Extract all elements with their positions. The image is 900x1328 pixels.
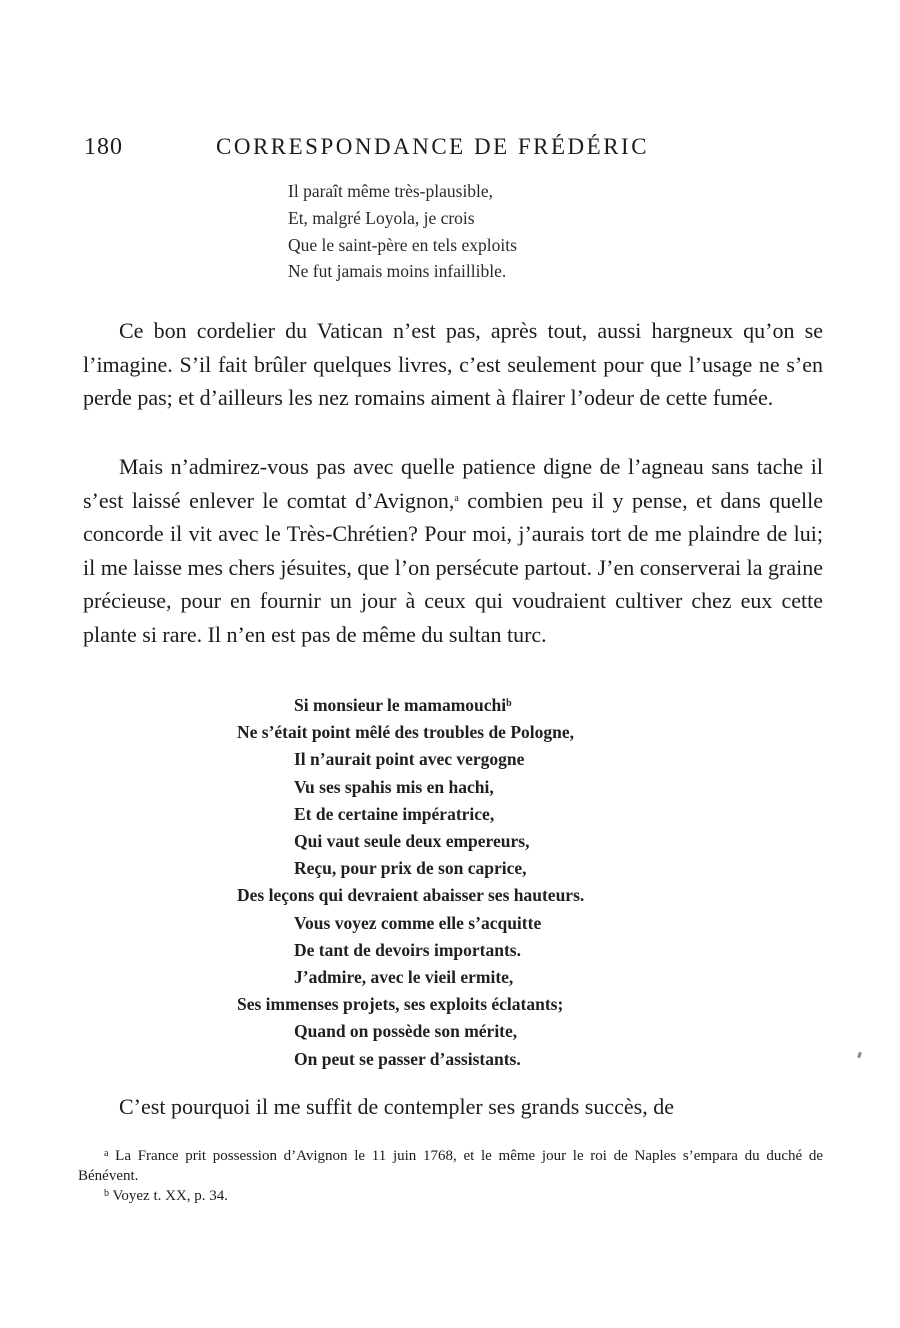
- verse-line: Ne fut jamais moins infaillible.: [288, 261, 507, 282]
- footnote-marker-b: b: [104, 1188, 109, 1199]
- footnote-ref-a[interactable]: a: [454, 492, 459, 504]
- paragraph-text-start: Mais n’admirez-vous pas avec quelle patience digne de l’agneau sans tache il s’est laissé enlever le comtat d’Avignon,: [83, 454, 823, 513]
- verse-line: Qui vaut seule deux empereurs,: [294, 831, 530, 852]
- paragraph-text: Ce bon cordelier du Vatican n’est pas, après tout, aussi hargneux qu’on se l’imagine. S’il fait brûler quelques livres, c’est seulement pour que l’usage ne s’en perde pas; et d’ailleurs les nez romains aiment à flairer l’odeur de cette fumée.: [83, 318, 823, 410]
- verse-line: Des leçons qui devraient abaisser ses hauteurs.: [237, 885, 585, 906]
- footnote-b-text: Voyez t. XX, p. 34.: [112, 1188, 229, 1204]
- footnote-a: [78, 1146, 823, 1186]
- footnotes: [78, 1146, 823, 1206]
- verse-line: Que le saint-père en tels exploits: [288, 234, 517, 255]
- verse-line: Quand on possède son mérite,: [294, 1021, 518, 1042]
- paragraph-3-start: C’est pourquoi il me suffit de contempler ses grands succès, de: [119, 1094, 674, 1119]
- footnote-ref-b[interactable]: b: [506, 698, 512, 709]
- footnote-b: [78, 1186, 823, 1206]
- paragraph-1: [83, 314, 823, 415]
- verse-line: Il paraît même très-plausible,: [288, 181, 494, 201]
- verse-line: J’admire, avec le vieil ermite,: [294, 967, 514, 988]
- page-header: [84, 134, 824, 168]
- verse-line: Ne s’était point mêlé des troubles de Pologne,: [237, 722, 575, 743]
- paragraph-2: [83, 450, 823, 651]
- footnote-a-text: La France prit possession d’Avignon le 11 juin 1768, et le même jour le roi de Naples s’empara du duché de Bénévent.: [78, 1148, 824, 1184]
- footnote-marker-a: a: [104, 1148, 109, 1159]
- verse-line: Et, malgré Loyola, je crois: [288, 207, 475, 228]
- verse-line: Et de certaine impératrice,: [294, 803, 495, 824]
- page-number: 180: [84, 134, 123, 160]
- verse-block-main: [0, 692, 900, 1073]
- verse-block-top: [288, 178, 517, 285]
- paragraph-text: [83, 450, 823, 651]
- running-head: CORRESPONDANCE DE FRÉDÉRIC: [216, 134, 650, 159]
- verse-line: [0, 692, 900, 719]
- verse-line: Ses immenses projets, ses exploits éclatants;: [237, 994, 564, 1015]
- verse-line: Vous voyez comme elle s’acquitte: [294, 912, 542, 933]
- paragraph-text-end: combien peu il y pense, et dans quelle concorde il vit avec le Très-Chrétien? Pour moi, j’aurais tort de me plaindre de lui; il me laisse mes chers jésuites, que l’on persécute partout. J’en conserverai la graine précieuse, pour en fournir un jour à ceux qui voudraient cultiver chez eux cette plante si rare. Il n’en est pas de même du sultan turc.: [83, 487, 823, 647]
- verse-line: Vu ses spahis mis en hachi,: [294, 776, 494, 797]
- verse-line: De tant de devoirs importants.: [294, 939, 521, 960]
- verse-line: On peut se passer d’assistants.: [294, 1048, 521, 1069]
- verse-line-text: Si monsieur le mamamouchi: [294, 695, 507, 715]
- verse-line: Il n’aurait point avec vergogne: [294, 749, 525, 770]
- verse-line: Reçu, pour prix de son caprice,: [294, 858, 527, 879]
